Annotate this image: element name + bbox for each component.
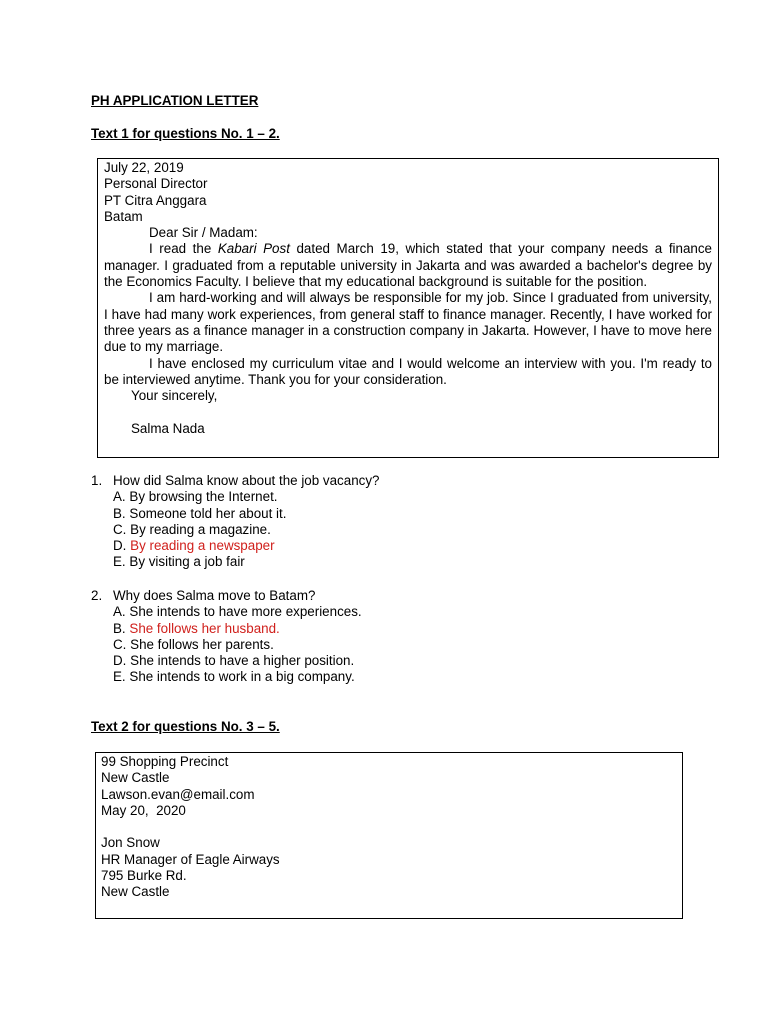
text1-heading: Text 1 for questions No. 1 – 2. (91, 126, 280, 141)
spacer (101, 819, 677, 835)
option-letter: B. (113, 620, 126, 636)
letter1-signature: Salma Nada (131, 420, 205, 436)
letter2-sender-address: 99 Shopping Precinct (101, 754, 229, 769)
option-letter: B. (113, 505, 126, 521)
option-letter: A. (113, 489, 126, 505)
text2-heading: Text 2 for questions No. 3 – 5. (91, 719, 280, 734)
answer-text: By reading a newspaper (130, 538, 275, 554)
option-c (91, 522, 511, 538)
option-text: She intends to work in a big company. (129, 669, 355, 685)
option-d (91, 653, 511, 669)
option-text: She intends to have a higher position. (130, 653, 355, 669)
letter1-closing: Your sincerely, (131, 388, 218, 404)
letter1-paragraph-2: I am hard-working and will always be responsible for my job. Since I graduated from university, I have had many work experiences, from general staff to finance manager. Recently, I have worked for three years as a finance manager in a construction company in Jakarta. However, I have to move here due to my marriage. (104, 290, 712, 355)
question-1 (91, 473, 511, 571)
option-a (91, 489, 511, 505)
letter2-recipient-address: 795 Burke Rd. (101, 868, 187, 884)
option-letter: E. (113, 669, 126, 685)
letter1-salutation: Dear Sir / Madam: (149, 225, 258, 241)
option-c (91, 637, 511, 653)
letter1-date: July 22, 2019 (104, 160, 184, 175)
letter2-box (95, 752, 683, 919)
option-text: She follows her parents. (130, 636, 274, 652)
option-letter: D. (113, 538, 127, 554)
option-letter: A. (113, 604, 126, 620)
answer-text: She follows her husband. (129, 620, 280, 636)
letter2-date: May 20, 2020 (101, 802, 186, 818)
option-letter: C. (113, 521, 127, 537)
option-b (91, 506, 511, 522)
question-stem (91, 473, 511, 489)
question-number: 1. (91, 473, 103, 488)
question-number: 2. (91, 588, 103, 603)
letter2-recipient-title: HR Manager of Eagle Airways (101, 851, 280, 867)
question-text: Why does Salma move to Batam? (113, 588, 316, 603)
letter1-p1-rest: dated March 19, which stated that your company needs a finance manager. I graduated from a reputable university in Jakarta and was awarded a bachelor's degree by the Economics Faculty. I believe that my educational background is suitable for the position. (104, 241, 712, 290)
option-text: By reading a magazine. (130, 521, 271, 537)
letter1-city: Batam (104, 208, 143, 224)
letter2-sender-city: New Castle (101, 770, 170, 786)
option-text: She intends to have more experiences. (129, 604, 362, 620)
option-text: By browsing the Internet. (129, 489, 278, 505)
letter2-recipient-city: New Castle (101, 884, 170, 900)
option-a (91, 604, 511, 620)
letter1-paragraph-3: I have enclosed my curriculum vitae and I would welcome an interview with you. I'm ready to be interviewed anytime. Thank you for your consideration. (104, 355, 712, 387)
document-title: PH APPLICATION LETTER (91, 93, 259, 108)
question-2 (91, 588, 511, 686)
letter1-p1-start: I read the (149, 241, 218, 257)
question-text: How did Salma know about the job vacancy? (113, 473, 380, 488)
spacer (104, 404, 712, 420)
option-letter: D. (113, 653, 127, 669)
letter1-company: PT Citra Anggara (104, 192, 207, 208)
question-stem (91, 588, 511, 604)
newspaper-name: Kabari Post (217, 241, 290, 257)
option-e (91, 554, 511, 570)
option-b-answer (91, 621, 511, 637)
option-letter: E. (113, 554, 126, 570)
letter2-sender-email: Lawson.evan@email.com (101, 786, 255, 802)
letter1-box (97, 158, 719, 458)
option-text: Someone told her about it. (129, 505, 287, 521)
letter1-recipient: Personal Director (104, 176, 208, 192)
option-letter: C. (113, 636, 127, 652)
letter2-recipient-name: Jon Snow (101, 835, 160, 851)
option-d-answer (91, 538, 511, 554)
letter1-paragraph-1 (104, 241, 712, 290)
option-text: By visiting a job fair (129, 554, 245, 570)
option-e (91, 669, 511, 685)
